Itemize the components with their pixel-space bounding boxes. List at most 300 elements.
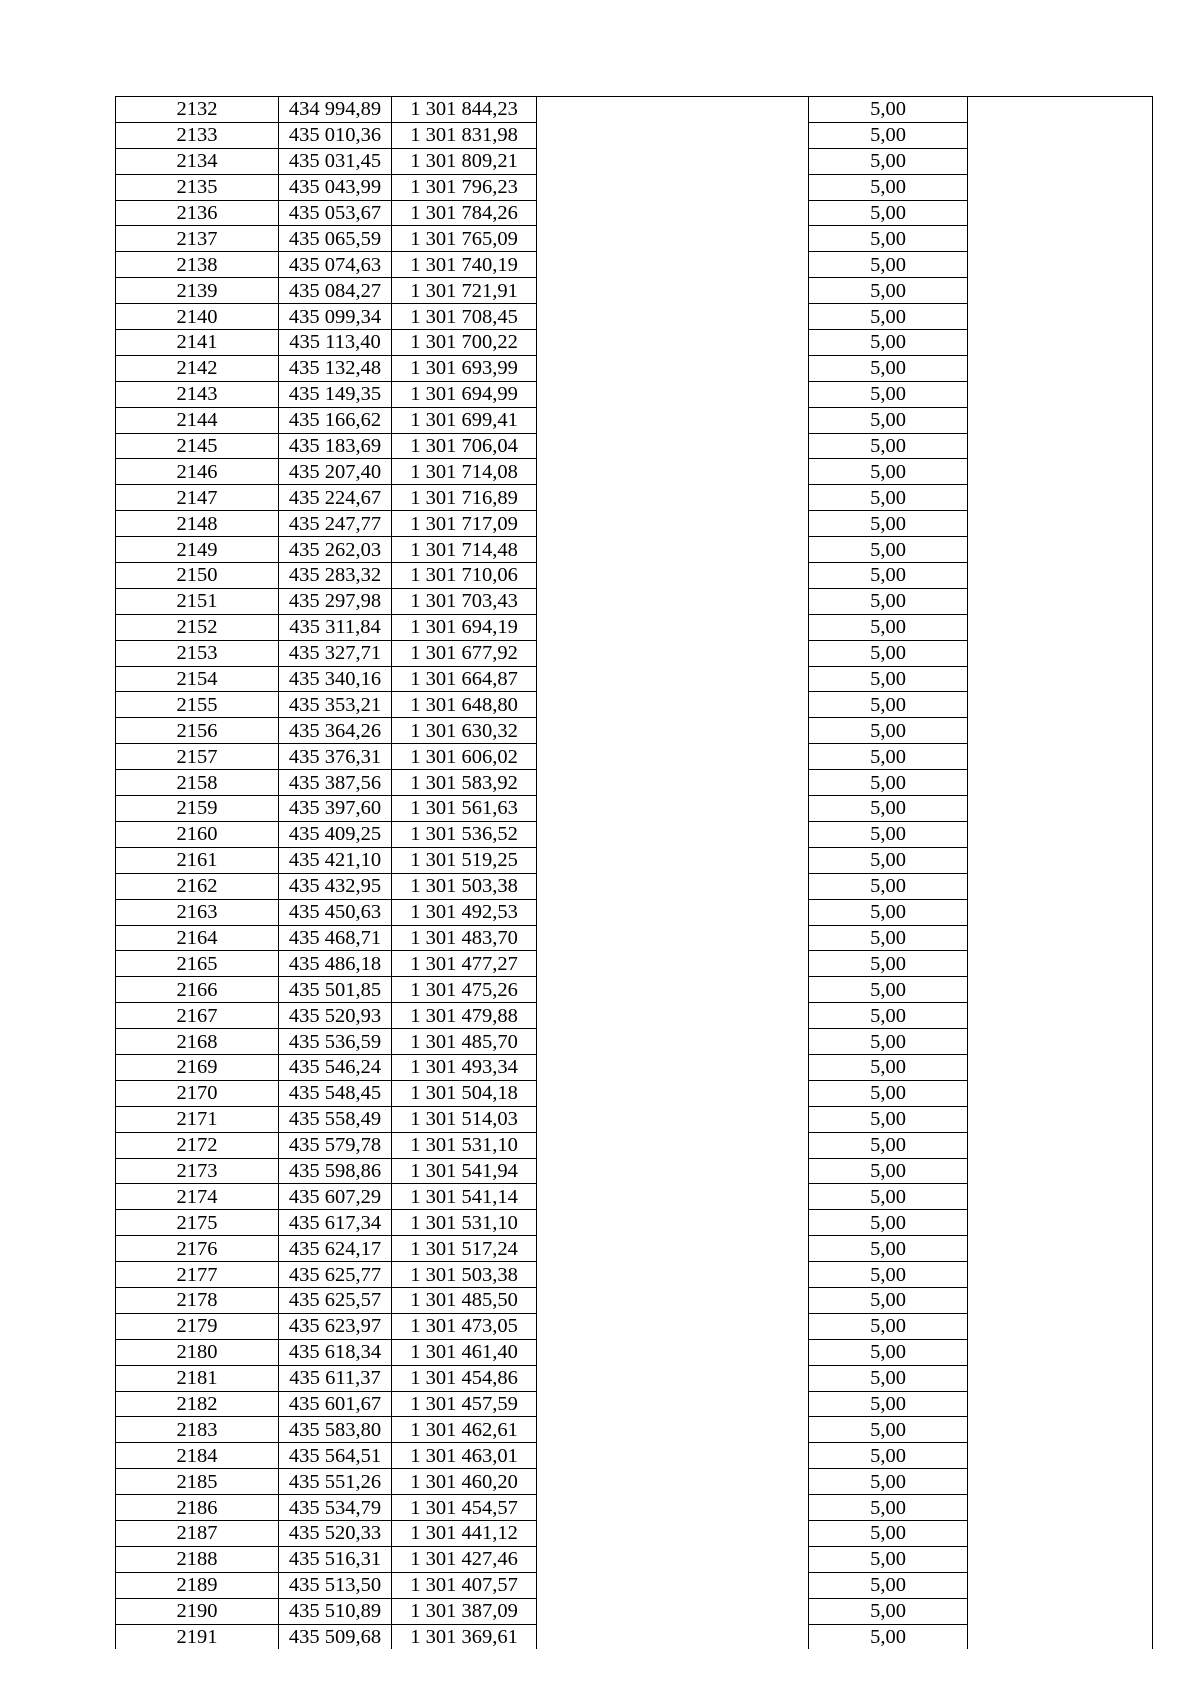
y-coordinate-cell: 1 301 473,05 bbox=[392, 1313, 537, 1339]
precision-cell: 5,00 bbox=[809, 1029, 968, 1055]
table-row bbox=[116, 951, 1153, 977]
point-number-cell: 2132 bbox=[116, 97, 279, 123]
precision-cell: 5,00 bbox=[809, 1080, 968, 1106]
empty-cell bbox=[968, 304, 1153, 330]
y-coordinate-cell: 1 301 461,40 bbox=[392, 1339, 537, 1365]
table-row bbox=[116, 304, 1153, 330]
empty-cell bbox=[968, 666, 1153, 692]
point-number-cell: 2152 bbox=[116, 614, 279, 640]
table-row bbox=[116, 1572, 1153, 1598]
empty-cell bbox=[537, 925, 809, 951]
empty-cell bbox=[537, 1624, 809, 1649]
x-coordinate-cell: 434 994,89 bbox=[279, 97, 392, 123]
empty-cell bbox=[968, 1080, 1153, 1106]
table-row bbox=[116, 588, 1153, 614]
empty-cell bbox=[537, 1572, 809, 1598]
x-coordinate-cell: 435 132,48 bbox=[279, 355, 392, 381]
point-number-cell: 2170 bbox=[116, 1080, 279, 1106]
x-coordinate-cell: 435 099,34 bbox=[279, 304, 392, 330]
y-coordinate-cell: 1 301 831,98 bbox=[392, 122, 537, 148]
empty-cell bbox=[968, 925, 1153, 951]
x-coordinate-cell: 435 468,71 bbox=[279, 925, 392, 951]
point-number-cell: 2178 bbox=[116, 1287, 279, 1313]
precision-cell: 5,00 bbox=[809, 355, 968, 381]
y-coordinate-cell: 1 301 407,57 bbox=[392, 1572, 537, 1598]
empty-cell bbox=[968, 485, 1153, 511]
table-row bbox=[116, 537, 1153, 563]
point-number-cell: 2153 bbox=[116, 640, 279, 666]
empty-cell bbox=[968, 1106, 1153, 1132]
empty-cell bbox=[537, 252, 809, 278]
point-number-cell: 2146 bbox=[116, 459, 279, 485]
y-coordinate-cell: 1 301 694,99 bbox=[392, 381, 537, 407]
x-coordinate-cell: 435 536,59 bbox=[279, 1029, 392, 1055]
empty-cell bbox=[537, 847, 809, 873]
empty-cell bbox=[968, 1365, 1153, 1391]
empty-cell bbox=[968, 122, 1153, 148]
empty-cell bbox=[968, 537, 1153, 563]
point-number-cell: 2151 bbox=[116, 588, 279, 614]
precision-cell: 5,00 bbox=[809, 1572, 968, 1598]
y-coordinate-cell: 1 301 784,26 bbox=[392, 200, 537, 226]
table-row bbox=[116, 1391, 1153, 1417]
point-number-cell: 2185 bbox=[116, 1469, 279, 1495]
x-coordinate-cell: 435 583,80 bbox=[279, 1417, 392, 1443]
table-row bbox=[116, 614, 1153, 640]
table-row bbox=[116, 1132, 1153, 1158]
empty-cell bbox=[968, 252, 1153, 278]
point-number-cell: 2160 bbox=[116, 821, 279, 847]
empty-cell bbox=[537, 174, 809, 200]
table-row bbox=[116, 718, 1153, 744]
x-coordinate-cell: 435 509,68 bbox=[279, 1624, 392, 1649]
empty-cell bbox=[537, 1003, 809, 1029]
x-coordinate-cell: 435 598,86 bbox=[279, 1158, 392, 1184]
empty-cell bbox=[968, 1287, 1153, 1313]
table-row bbox=[116, 252, 1153, 278]
empty-cell bbox=[968, 200, 1153, 226]
empty-cell bbox=[968, 97, 1153, 123]
empty-cell bbox=[537, 1598, 809, 1624]
empty-cell bbox=[537, 1313, 809, 1339]
point-number-cell: 2134 bbox=[116, 148, 279, 174]
y-coordinate-cell: 1 301 721,91 bbox=[392, 278, 537, 304]
point-number-cell: 2144 bbox=[116, 407, 279, 433]
table-row bbox=[116, 1054, 1153, 1080]
empty-cell bbox=[968, 1236, 1153, 1262]
x-coordinate-cell: 435 262,03 bbox=[279, 537, 392, 563]
point-number-cell: 2168 bbox=[116, 1029, 279, 1055]
empty-cell bbox=[537, 563, 809, 589]
empty-cell bbox=[537, 977, 809, 1003]
y-coordinate-cell: 1 301 514,03 bbox=[392, 1106, 537, 1132]
table-row bbox=[116, 122, 1153, 148]
point-number-cell: 2167 bbox=[116, 1003, 279, 1029]
empty-cell bbox=[968, 1003, 1153, 1029]
empty-cell bbox=[968, 977, 1153, 1003]
empty-cell bbox=[968, 821, 1153, 847]
empty-cell bbox=[968, 640, 1153, 666]
point-number-cell: 2157 bbox=[116, 744, 279, 770]
x-coordinate-cell: 435 618,34 bbox=[279, 1339, 392, 1365]
table-row bbox=[116, 640, 1153, 666]
x-coordinate-cell: 435 010,36 bbox=[279, 122, 392, 148]
precision-cell: 5,00 bbox=[809, 252, 968, 278]
precision-cell: 5,00 bbox=[809, 666, 968, 692]
point-number-cell: 2140 bbox=[116, 304, 279, 330]
point-number-cell: 2148 bbox=[116, 511, 279, 537]
x-coordinate-cell: 435 486,18 bbox=[279, 951, 392, 977]
empty-cell bbox=[968, 1469, 1153, 1495]
empty-cell bbox=[537, 1495, 809, 1521]
precision-cell: 5,00 bbox=[809, 330, 968, 356]
empty-cell bbox=[968, 744, 1153, 770]
x-coordinate-cell: 435 247,77 bbox=[279, 511, 392, 537]
empty-cell bbox=[968, 770, 1153, 796]
point-number-cell: 2145 bbox=[116, 433, 279, 459]
empty-cell bbox=[537, 1054, 809, 1080]
precision-cell: 5,00 bbox=[809, 1210, 968, 1236]
y-coordinate-cell: 1 301 740,19 bbox=[392, 252, 537, 278]
x-coordinate-cell: 435 607,29 bbox=[279, 1184, 392, 1210]
empty-cell bbox=[537, 718, 809, 744]
table-row bbox=[116, 433, 1153, 459]
table-row bbox=[116, 278, 1153, 304]
y-coordinate-cell: 1 301 561,63 bbox=[392, 796, 537, 822]
empty-cell bbox=[968, 873, 1153, 899]
precision-cell: 5,00 bbox=[809, 951, 968, 977]
y-coordinate-cell: 1 301 606,02 bbox=[392, 744, 537, 770]
precision-cell: 5,00 bbox=[809, 148, 968, 174]
point-number-cell: 2171 bbox=[116, 1106, 279, 1132]
empty-cell bbox=[968, 1417, 1153, 1443]
empty-cell bbox=[968, 1262, 1153, 1288]
precision-cell: 5,00 bbox=[809, 796, 968, 822]
empty-cell bbox=[968, 1210, 1153, 1236]
y-coordinate-cell: 1 301 714,08 bbox=[392, 459, 537, 485]
point-number-cell: 2186 bbox=[116, 1495, 279, 1521]
empty-cell bbox=[968, 278, 1153, 304]
table-row bbox=[116, 1210, 1153, 1236]
precision-cell: 5,00 bbox=[809, 899, 968, 925]
x-coordinate-cell: 435 601,67 bbox=[279, 1391, 392, 1417]
x-coordinate-cell: 435 283,32 bbox=[279, 563, 392, 589]
empty-cell bbox=[537, 899, 809, 925]
x-coordinate-cell: 435 564,51 bbox=[279, 1443, 392, 1469]
y-coordinate-cell: 1 301 664,87 bbox=[392, 666, 537, 692]
empty-cell bbox=[968, 148, 1153, 174]
x-coordinate-cell: 435 353,21 bbox=[279, 692, 392, 718]
empty-cell bbox=[537, 1417, 809, 1443]
empty-cell bbox=[968, 1391, 1153, 1417]
precision-cell: 5,00 bbox=[809, 381, 968, 407]
x-coordinate-cell: 435 166,62 bbox=[279, 407, 392, 433]
precision-cell: 5,00 bbox=[809, 304, 968, 330]
empty-cell bbox=[537, 381, 809, 407]
x-coordinate-cell: 435 421,10 bbox=[279, 847, 392, 873]
empty-cell bbox=[537, 1287, 809, 1313]
empty-cell bbox=[968, 951, 1153, 977]
empty-cell bbox=[968, 1054, 1153, 1080]
precision-cell: 5,00 bbox=[809, 718, 968, 744]
y-coordinate-cell: 1 301 531,10 bbox=[392, 1132, 537, 1158]
x-coordinate-cell: 435 510,89 bbox=[279, 1598, 392, 1624]
precision-cell: 5,00 bbox=[809, 1106, 968, 1132]
point-number-cell: 2142 bbox=[116, 355, 279, 381]
precision-cell: 5,00 bbox=[809, 588, 968, 614]
precision-cell: 5,00 bbox=[809, 1469, 968, 1495]
empty-cell bbox=[968, 330, 1153, 356]
empty-cell bbox=[537, 1262, 809, 1288]
table-row bbox=[116, 1598, 1153, 1624]
empty-cell bbox=[968, 1624, 1153, 1649]
point-number-cell: 2150 bbox=[116, 563, 279, 589]
precision-cell: 5,00 bbox=[809, 821, 968, 847]
empty-cell bbox=[537, 666, 809, 692]
table-row bbox=[116, 1080, 1153, 1106]
point-number-cell: 2183 bbox=[116, 1417, 279, 1443]
table-row bbox=[116, 355, 1153, 381]
precision-cell: 5,00 bbox=[809, 1184, 968, 1210]
y-coordinate-cell: 1 301 485,70 bbox=[392, 1029, 537, 1055]
point-number-cell: 2149 bbox=[116, 537, 279, 563]
point-number-cell: 2174 bbox=[116, 1184, 279, 1210]
precision-cell: 5,00 bbox=[809, 1417, 968, 1443]
y-coordinate-cell: 1 301 441,12 bbox=[392, 1520, 537, 1546]
table-row bbox=[116, 1287, 1153, 1313]
empty-cell bbox=[537, 485, 809, 511]
table-row bbox=[116, 1029, 1153, 1055]
empty-cell bbox=[537, 1210, 809, 1236]
empty-cell bbox=[968, 692, 1153, 718]
empty-cell bbox=[537, 433, 809, 459]
point-number-cell: 2175 bbox=[116, 1210, 279, 1236]
table-row bbox=[116, 925, 1153, 951]
empty-cell bbox=[968, 174, 1153, 200]
table-row bbox=[116, 459, 1153, 485]
x-coordinate-cell: 435 623,97 bbox=[279, 1313, 392, 1339]
x-coordinate-cell: 435 432,95 bbox=[279, 873, 392, 899]
table-row bbox=[116, 330, 1153, 356]
precision-cell: 5,00 bbox=[809, 226, 968, 252]
precision-cell: 5,00 bbox=[809, 1236, 968, 1262]
empty-cell bbox=[537, 278, 809, 304]
y-coordinate-cell: 1 301 479,88 bbox=[392, 1003, 537, 1029]
empty-cell bbox=[968, 381, 1153, 407]
y-coordinate-cell: 1 301 703,43 bbox=[392, 588, 537, 614]
point-number-cell: 2141 bbox=[116, 330, 279, 356]
table-row bbox=[116, 796, 1153, 822]
precision-cell: 5,00 bbox=[809, 1313, 968, 1339]
table-row bbox=[116, 744, 1153, 770]
table-row bbox=[116, 148, 1153, 174]
y-coordinate-cell: 1 301 844,23 bbox=[392, 97, 537, 123]
empty-cell bbox=[968, 1132, 1153, 1158]
table-row bbox=[116, 1546, 1153, 1572]
x-coordinate-cell: 435 611,37 bbox=[279, 1365, 392, 1391]
y-coordinate-cell: 1 301 519,25 bbox=[392, 847, 537, 873]
y-coordinate-cell: 1 301 677,92 bbox=[392, 640, 537, 666]
x-coordinate-cell: 435 516,31 bbox=[279, 1546, 392, 1572]
table-row bbox=[116, 563, 1153, 589]
empty-cell bbox=[968, 407, 1153, 433]
empty-cell bbox=[537, 951, 809, 977]
x-coordinate-cell: 435 183,69 bbox=[279, 433, 392, 459]
empty-cell bbox=[968, 1546, 1153, 1572]
point-number-cell: 2143 bbox=[116, 381, 279, 407]
y-coordinate-cell: 1 301 454,57 bbox=[392, 1495, 537, 1521]
table-row bbox=[116, 1313, 1153, 1339]
y-coordinate-cell: 1 301 699,41 bbox=[392, 407, 537, 433]
empty-cell bbox=[968, 1572, 1153, 1598]
y-coordinate-cell: 1 301 536,52 bbox=[392, 821, 537, 847]
point-number-cell: 2191 bbox=[116, 1624, 279, 1649]
table-row bbox=[116, 1003, 1153, 1029]
empty-cell bbox=[968, 718, 1153, 744]
empty-cell bbox=[968, 1495, 1153, 1521]
precision-cell: 5,00 bbox=[809, 485, 968, 511]
y-coordinate-cell: 1 301 708,45 bbox=[392, 304, 537, 330]
empty-cell bbox=[968, 614, 1153, 640]
precision-cell: 5,00 bbox=[809, 1624, 968, 1649]
empty-cell bbox=[537, 1106, 809, 1132]
point-number-cell: 2164 bbox=[116, 925, 279, 951]
empty-cell bbox=[968, 355, 1153, 381]
table-row bbox=[116, 847, 1153, 873]
empty-cell bbox=[537, 1132, 809, 1158]
empty-cell bbox=[968, 1598, 1153, 1624]
y-coordinate-cell: 1 301 483,70 bbox=[392, 925, 537, 951]
table-row bbox=[116, 1469, 1153, 1495]
table-row bbox=[116, 1106, 1153, 1132]
precision-cell: 5,00 bbox=[809, 1132, 968, 1158]
empty-cell bbox=[537, 355, 809, 381]
precision-cell: 5,00 bbox=[809, 1443, 968, 1469]
x-coordinate-cell: 435 534,79 bbox=[279, 1495, 392, 1521]
x-coordinate-cell: 435 364,26 bbox=[279, 718, 392, 744]
empty-cell bbox=[968, 1184, 1153, 1210]
empty-cell bbox=[537, 821, 809, 847]
y-coordinate-cell: 1 301 706,04 bbox=[392, 433, 537, 459]
precision-cell: 5,00 bbox=[809, 847, 968, 873]
point-number-cell: 2189 bbox=[116, 1572, 279, 1598]
precision-cell: 5,00 bbox=[809, 537, 968, 563]
table-row bbox=[116, 1339, 1153, 1365]
y-coordinate-cell: 1 301 517,24 bbox=[392, 1236, 537, 1262]
empty-cell bbox=[537, 304, 809, 330]
empty-cell bbox=[968, 459, 1153, 485]
y-coordinate-cell: 1 301 717,09 bbox=[392, 511, 537, 537]
point-number-cell: 2162 bbox=[116, 873, 279, 899]
table-row bbox=[116, 226, 1153, 252]
x-coordinate-cell: 435 053,67 bbox=[279, 200, 392, 226]
y-coordinate-cell: 1 301 427,46 bbox=[392, 1546, 537, 1572]
precision-cell: 5,00 bbox=[809, 1003, 968, 1029]
point-number-cell: 2166 bbox=[116, 977, 279, 1003]
y-coordinate-cell: 1 301 475,26 bbox=[392, 977, 537, 1003]
x-coordinate-cell: 435 450,63 bbox=[279, 899, 392, 925]
empty-cell bbox=[968, 796, 1153, 822]
empty-cell bbox=[537, 511, 809, 537]
empty-cell bbox=[537, 1339, 809, 1365]
point-number-cell: 2169 bbox=[116, 1054, 279, 1080]
precision-cell: 5,00 bbox=[809, 278, 968, 304]
point-number-cell: 2184 bbox=[116, 1443, 279, 1469]
y-coordinate-cell: 1 301 503,38 bbox=[392, 1262, 537, 1288]
precision-cell: 5,00 bbox=[809, 563, 968, 589]
y-coordinate-cell: 1 301 630,32 bbox=[392, 718, 537, 744]
precision-cell: 5,00 bbox=[809, 692, 968, 718]
table-row bbox=[116, 770, 1153, 796]
y-coordinate-cell: 1 301 541,94 bbox=[392, 1158, 537, 1184]
table-row bbox=[116, 873, 1153, 899]
x-coordinate-cell: 435 113,40 bbox=[279, 330, 392, 356]
y-coordinate-cell: 1 301 369,61 bbox=[392, 1624, 537, 1649]
point-number-cell: 2137 bbox=[116, 226, 279, 252]
y-coordinate-cell: 1 301 765,09 bbox=[392, 226, 537, 252]
x-coordinate-cell: 435 149,35 bbox=[279, 381, 392, 407]
table-row bbox=[116, 511, 1153, 537]
empty-cell bbox=[537, 1391, 809, 1417]
empty-cell bbox=[537, 744, 809, 770]
empty-cell bbox=[537, 459, 809, 485]
x-coordinate-cell: 435 297,98 bbox=[279, 588, 392, 614]
table-row bbox=[116, 407, 1153, 433]
point-number-cell: 2173 bbox=[116, 1158, 279, 1184]
empty-cell bbox=[537, 148, 809, 174]
x-coordinate-cell: 435 340,16 bbox=[279, 666, 392, 692]
table-row bbox=[116, 1158, 1153, 1184]
precision-cell: 5,00 bbox=[809, 174, 968, 200]
x-coordinate-cell: 435 513,50 bbox=[279, 1572, 392, 1598]
y-coordinate-cell: 1 301 462,61 bbox=[392, 1417, 537, 1443]
empty-cell bbox=[537, 200, 809, 226]
y-coordinate-cell: 1 301 710,06 bbox=[392, 563, 537, 589]
precision-cell: 5,00 bbox=[809, 1339, 968, 1365]
point-number-cell: 2133 bbox=[116, 122, 279, 148]
point-number-cell: 2139 bbox=[116, 278, 279, 304]
x-coordinate-cell: 435 065,59 bbox=[279, 226, 392, 252]
empty-cell bbox=[968, 1339, 1153, 1365]
y-coordinate-cell: 1 301 583,92 bbox=[392, 770, 537, 796]
y-coordinate-cell: 1 301 796,23 bbox=[392, 174, 537, 200]
point-number-cell: 2135 bbox=[116, 174, 279, 200]
table-row bbox=[116, 1365, 1153, 1391]
point-number-cell: 2156 bbox=[116, 718, 279, 744]
y-coordinate-cell: 1 301 503,38 bbox=[392, 873, 537, 899]
point-number-cell: 2147 bbox=[116, 485, 279, 511]
precision-cell: 5,00 bbox=[809, 1546, 968, 1572]
point-number-cell: 2159 bbox=[116, 796, 279, 822]
empty-cell bbox=[537, 1546, 809, 1572]
precision-cell: 5,00 bbox=[809, 1365, 968, 1391]
y-coordinate-cell: 1 301 541,14 bbox=[392, 1184, 537, 1210]
point-number-cell: 2188 bbox=[116, 1546, 279, 1572]
x-coordinate-cell: 435 043,99 bbox=[279, 174, 392, 200]
x-coordinate-cell: 435 501,85 bbox=[279, 977, 392, 1003]
point-number-cell: 2187 bbox=[116, 1520, 279, 1546]
empty-cell bbox=[968, 847, 1153, 873]
x-coordinate-cell: 435 409,25 bbox=[279, 821, 392, 847]
empty-cell bbox=[968, 1313, 1153, 1339]
y-coordinate-cell: 1 301 477,27 bbox=[392, 951, 537, 977]
y-coordinate-cell: 1 301 457,59 bbox=[392, 1391, 537, 1417]
x-coordinate-cell: 435 031,45 bbox=[279, 148, 392, 174]
x-coordinate-cell: 435 327,71 bbox=[279, 640, 392, 666]
point-number-cell: 2177 bbox=[116, 1262, 279, 1288]
point-number-cell: 2182 bbox=[116, 1391, 279, 1417]
precision-cell: 5,00 bbox=[809, 770, 968, 796]
